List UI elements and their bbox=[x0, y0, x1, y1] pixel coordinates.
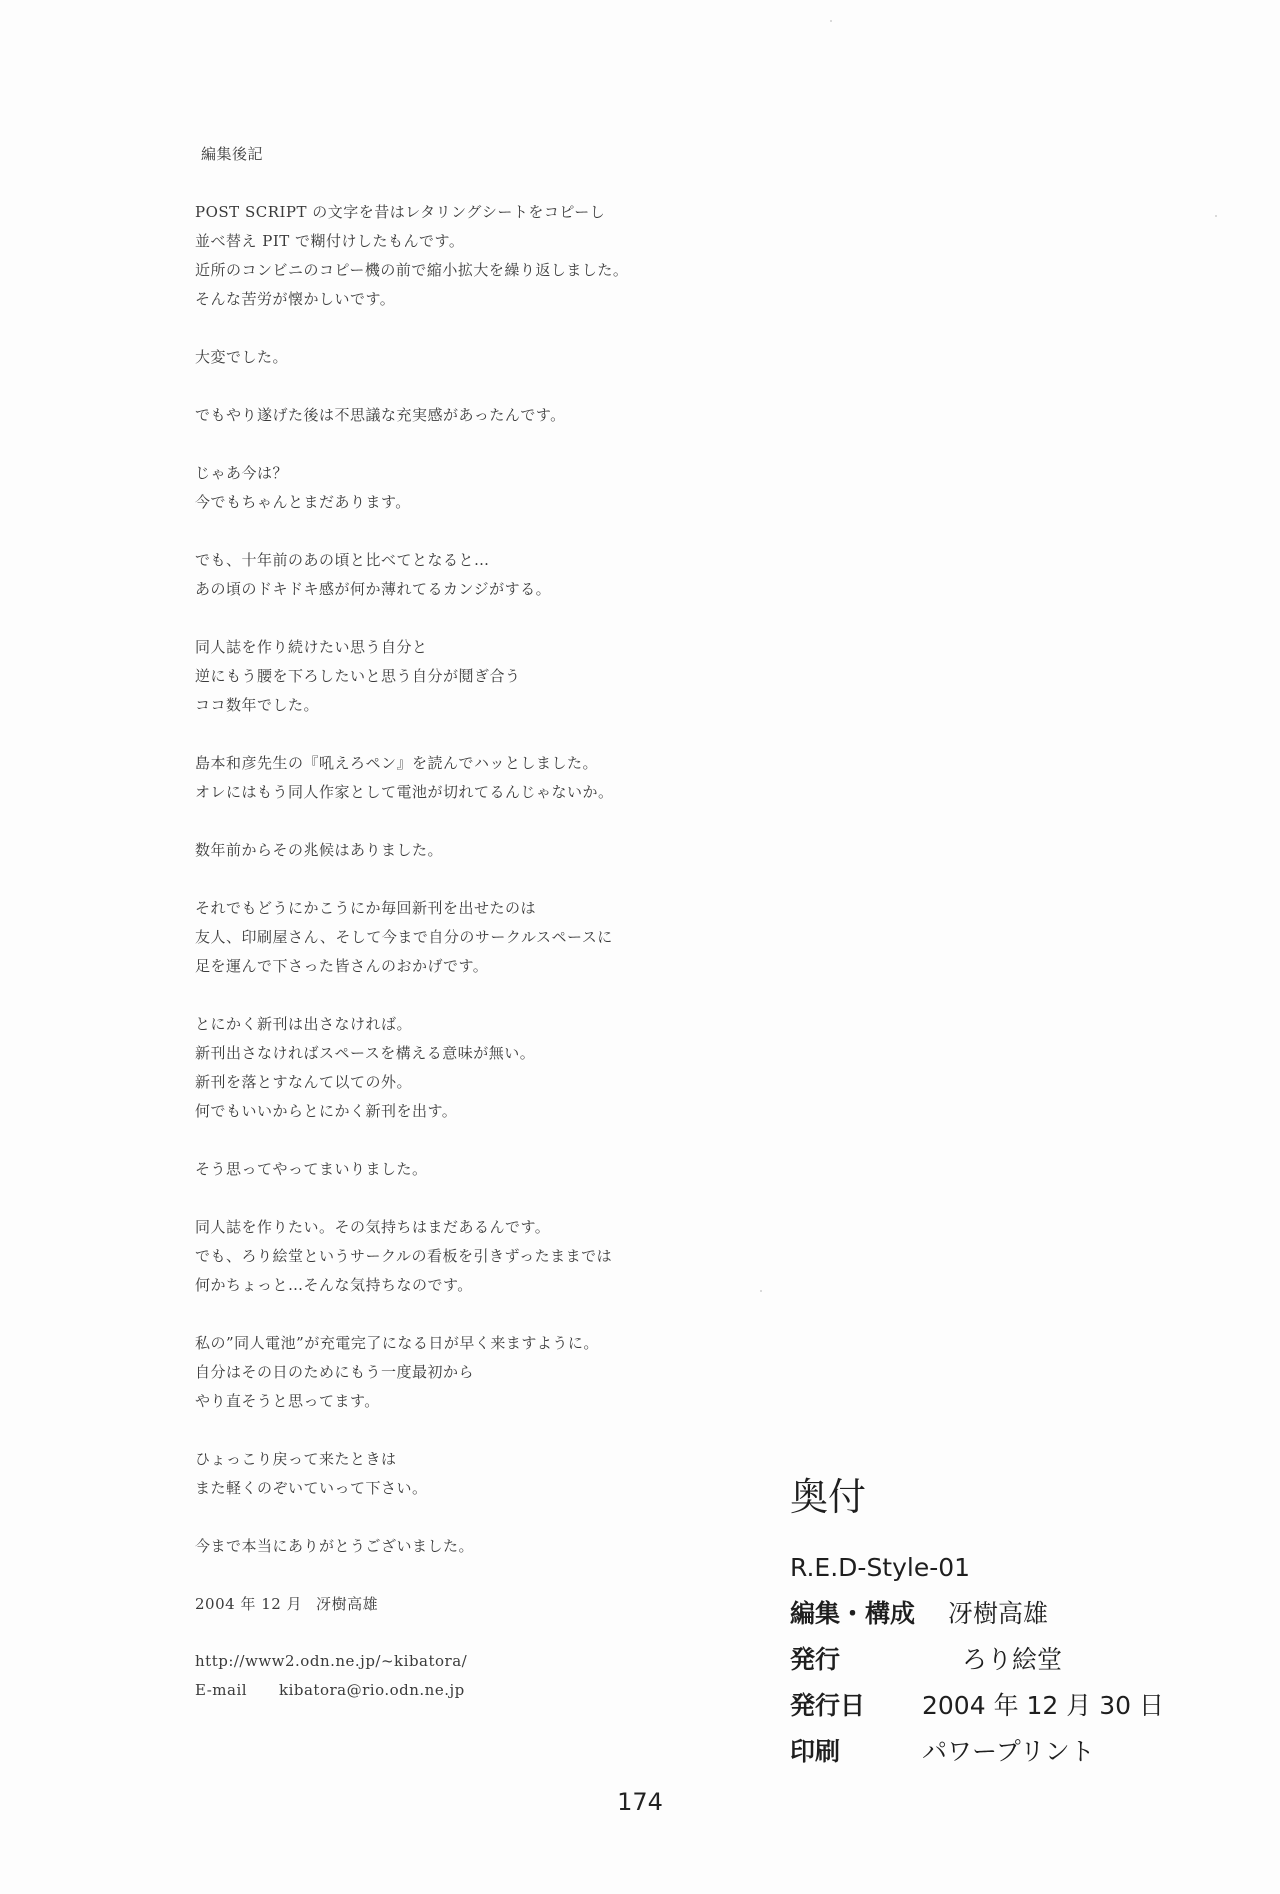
colophon-book-title: R.E.D-Style-01 bbox=[790, 1553, 971, 1582]
postscript-line: それでもどうにかこうにか毎回新刊を出せたのは bbox=[195, 899, 537, 917]
postscript-line: 近所のコンビニのコピー機の前で縮小拡大を繰り返しました。 bbox=[195, 261, 629, 279]
postscript-line: 何でもいいからとにかく新刊を出す。 bbox=[195, 1102, 458, 1120]
postscript-line: 新刊を落とすなんて以ての外。 bbox=[195, 1073, 413, 1091]
postscript-paragraph bbox=[195, 198, 795, 314]
postscript-paragraph bbox=[195, 1445, 795, 1503]
colophon-value: ろり絵堂 bbox=[962, 1645, 1063, 1674]
postscript-paragraph bbox=[195, 836, 795, 865]
postscript-line: 大変でした。 bbox=[195, 348, 289, 366]
scan-speck bbox=[830, 20, 832, 22]
postscript-line: 友人、印刷屋さん、そして今まで自分のサークルスペースに bbox=[195, 928, 613, 946]
colophon-key: 編集・構成 bbox=[790, 1599, 916, 1628]
postscript-paragraph bbox=[195, 1329, 795, 1416]
postscript-paragraph bbox=[195, 1010, 795, 1126]
postscript-line: そんな苦労が懐かしいです。 bbox=[195, 290, 396, 308]
postscript-line: でも、ろり絵堂というサークルの看板を引きずったままでは bbox=[195, 1247, 613, 1265]
postscript-line: でも、十年前のあの頃と比べてとなると… bbox=[195, 551, 490, 569]
postscript-line: 足を運んで下さった皆さんのおかげです。 bbox=[195, 957, 489, 975]
postscript-heading: 編集後記 bbox=[201, 145, 264, 163]
colophon-title: 奥付 bbox=[790, 1475, 867, 1519]
email-label: E-mail bbox=[195, 1681, 248, 1699]
scan-speck bbox=[1215, 215, 1217, 217]
postscript-line: ココ数年でした。 bbox=[195, 696, 320, 714]
postscript-line: 今まで本当にありがとうございました。 bbox=[195, 1537, 475, 1555]
postscript-line: とにかく新刊は出さなければ。 bbox=[195, 1015, 413, 1033]
colophon-value: パワープリント bbox=[922, 1737, 1095, 1766]
postscript-line: 数年前からその兆候はありました。 bbox=[195, 841, 444, 859]
postscript-section bbox=[195, 140, 795, 1705]
colophon-value: 2004 年 12 月 30 日 bbox=[922, 1691, 1164, 1720]
postscript-line: でもやり遂げた後は不思議な充実感があったんです。 bbox=[195, 406, 566, 424]
postscript-paragraph bbox=[195, 343, 795, 372]
postscript-paragraph bbox=[195, 401, 795, 430]
scan-speck bbox=[760, 1290, 762, 1292]
colophon-row-date bbox=[790, 1691, 1230, 1721]
postscript-line: オレにはもう同人作家として電池が切れてるんじゃないか。 bbox=[195, 783, 614, 801]
postscript-paragraph bbox=[195, 1155, 795, 1184]
postscript-line: そう思ってやってまいりました。 bbox=[195, 1160, 428, 1178]
colophon-key: 発行 bbox=[790, 1645, 841, 1674]
postscript-line: 私の”同人電池”が充電完了になる日が早く来ますように。 bbox=[195, 1334, 599, 1352]
postscript-paragraph bbox=[195, 633, 795, 720]
postscript-line: また軽くのぞいていって下さい。 bbox=[195, 1479, 428, 1497]
website-url: http://www2.odn.ne.jp/~kibatora/ bbox=[195, 1652, 468, 1670]
postscript-line: 新刊出さなければスペースを構える意味が無い。 bbox=[195, 1044, 536, 1062]
postscript-line: 同人誌を作り続けたい思う自分と bbox=[195, 638, 428, 656]
email-line bbox=[195, 1676, 795, 1705]
signature-name: 冴樹高雄 bbox=[316, 1595, 379, 1613]
postscript-paragraph bbox=[195, 1532, 795, 1561]
postscript-paragraph bbox=[195, 1213, 795, 1300]
postscript-line: 並べ替え PIT で糊付けしたもんです。 bbox=[195, 232, 465, 250]
email-address: kibatora@rio.odn.ne.jp bbox=[279, 1681, 465, 1699]
postscript-paragraph bbox=[195, 894, 795, 981]
colophon-row-publisher bbox=[790, 1645, 1230, 1675]
colophon-value: 冴樹高雄 bbox=[948, 1599, 1049, 1628]
postscript-paragraph bbox=[195, 749, 795, 807]
postscript-line: 今でもちゃんとまだあります。 bbox=[195, 493, 411, 511]
postscript-line: あの頃のドキドキ感が何か薄れてるカンジがする。 bbox=[195, 580, 552, 598]
postscript-body bbox=[195, 198, 795, 1561]
signature-date: 2004 年 12 月 bbox=[195, 1595, 303, 1613]
postscript-line: 島本和彦先生の『吼えろペン』を読んでハッとしました。 bbox=[195, 754, 599, 772]
colophon-row-printer bbox=[790, 1737, 1230, 1767]
contact-info bbox=[195, 1647, 795, 1705]
postscript-line: POST SCRIPT の文字を昔はレタリングシートをコピーし bbox=[195, 203, 606, 221]
page-number: 174 bbox=[617, 1788, 663, 1816]
postscript-line: ひょっこり戻って来たときは bbox=[195, 1450, 397, 1468]
postscript-signature bbox=[195, 1590, 795, 1619]
postscript-paragraph bbox=[195, 459, 795, 517]
postscript-line: 同人誌を作りたい。その気持ちはまだあるんです。 bbox=[195, 1218, 551, 1236]
colophon bbox=[790, 1475, 1230, 1783]
postscript-paragraph bbox=[195, 546, 795, 604]
postscript-line: じゃあ今は？ bbox=[195, 464, 289, 482]
colophon-key: 印刷 bbox=[790, 1737, 841, 1766]
postscript-line: 逆にもう腰を下ろしたいと思う自分が鬩ぎ合う bbox=[195, 667, 521, 685]
postscript-line: 自分はその日のためにもう一度最初から bbox=[195, 1363, 475, 1381]
postscript-line: やり直そうと思ってます。 bbox=[195, 1392, 380, 1410]
colophon-key: 発行日 bbox=[790, 1691, 866, 1720]
postscript-line: 何かちょっと…そんな気持ちなのです。 bbox=[195, 1276, 473, 1294]
colophon-row-editor bbox=[790, 1599, 1230, 1629]
